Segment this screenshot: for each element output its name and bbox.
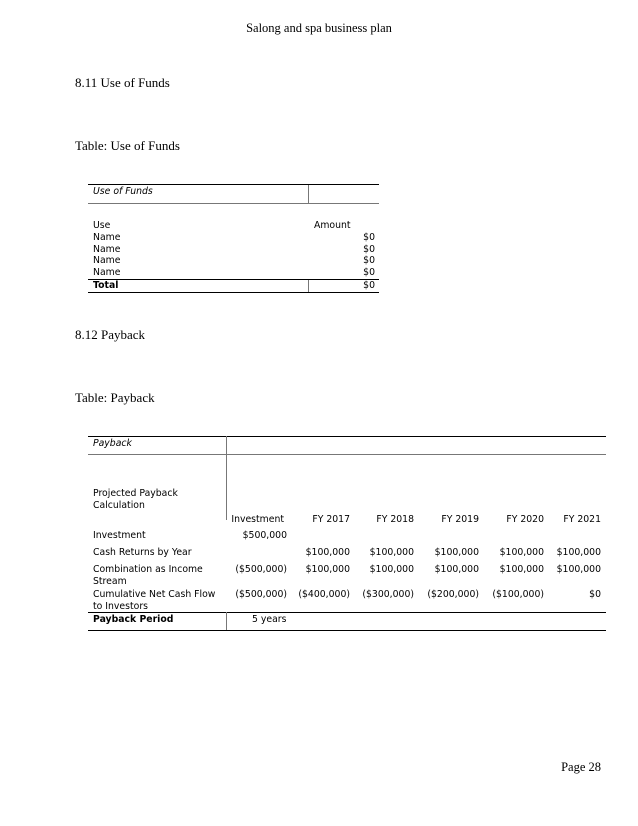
row-amount: $0 (363, 255, 375, 267)
column-header-fy2020: FY 2020 (506, 514, 544, 525)
row-value: $100,000 (305, 564, 350, 575)
table-top-rule (88, 436, 606, 437)
row-amount: $0 (363, 231, 375, 243)
calc-label: Calculation (93, 500, 145, 511)
header-rule (88, 454, 606, 455)
row-value: $100,000 (369, 564, 414, 575)
column-header-fy2017: FY 2017 (312, 514, 350, 525)
row-value: ($200,000) (427, 589, 479, 600)
row-value: ($300,000) (362, 589, 414, 600)
row-value: ($500,000) (235, 589, 287, 600)
total-label: Total (93, 279, 119, 291)
period-rule (88, 612, 606, 613)
column-divider (226, 436, 227, 454)
row-value: $500,000 (242, 530, 287, 541)
table-row (88, 232, 379, 244)
row-value: $100,000 (434, 547, 479, 558)
row-value: $100,000 (499, 547, 544, 558)
column-header-investment: Investment (231, 514, 284, 525)
row-amount: $0 (363, 243, 375, 255)
row-value: $0 (589, 589, 601, 600)
row-label: Investment (93, 530, 146, 541)
table-bottom-rule (88, 292, 379, 293)
page-header: Salong and spa business plan (246, 21, 392, 35)
row-value: $100,000 (556, 547, 601, 558)
payback-table (88, 436, 606, 634)
row-value: $100,000 (499, 564, 544, 575)
column-divider (226, 454, 227, 520)
row-label: Cumulative Net Cash Flow (93, 589, 216, 600)
table-row (88, 255, 379, 267)
table-caption-use-of-funds: Table: Use of Funds (75, 138, 180, 153)
row-value: ($400,000) (298, 589, 350, 600)
table-row (88, 244, 379, 256)
row-value: ($500,000) (235, 564, 287, 575)
row-value: ($100,000) (492, 589, 544, 600)
column-header-use: Use (93, 220, 111, 231)
page-number: Page 28 (561, 760, 601, 774)
payback-period-value: 5 years (252, 614, 287, 625)
table-bottom-rule (88, 630, 606, 631)
table-title-row (88, 185, 379, 203)
column-header-amount: Amount (314, 220, 351, 231)
row-label: Name (93, 267, 121, 279)
row-value: $100,000 (556, 564, 601, 575)
row-amount: $0 (363, 267, 375, 279)
column-divider (308, 185, 309, 203)
total-amount: $0 (363, 279, 375, 291)
row-label: Stream (93, 576, 127, 587)
use-of-funds-table (88, 184, 379, 293)
total-row (88, 280, 379, 292)
column-header-fy2018: FY 2018 (376, 514, 414, 525)
column-header-row (88, 220, 379, 232)
column-divider (226, 612, 227, 630)
row-label: Cash Returns by Year (93, 547, 192, 558)
section-heading-use-of-funds: 8.11 Use of Funds (75, 75, 170, 90)
row-value: $100,000 (369, 547, 414, 558)
row-value: $100,000 (305, 547, 350, 558)
row-value: $100,000 (434, 564, 479, 575)
row-label: to Investors (93, 601, 148, 612)
column-header-fy2019: FY 2019 (441, 514, 479, 525)
table-title: Payback (93, 438, 132, 449)
table-row (88, 267, 379, 279)
row-label: Name (93, 231, 121, 243)
table-caption-payback: Table: Payback (75, 390, 155, 405)
payback-period-label: Payback Period (93, 614, 174, 625)
column-divider (308, 280, 309, 292)
row-label: Combination as Income (93, 564, 203, 575)
table-title: Use of Funds (93, 186, 153, 197)
row-label: Name (93, 243, 121, 255)
section-heading-payback: 8.12 Payback (75, 327, 146, 342)
row-label: Name (93, 255, 121, 267)
column-header-fy2021: FY 2021 (563, 514, 601, 525)
calc-label: Projected Payback (93, 488, 178, 499)
